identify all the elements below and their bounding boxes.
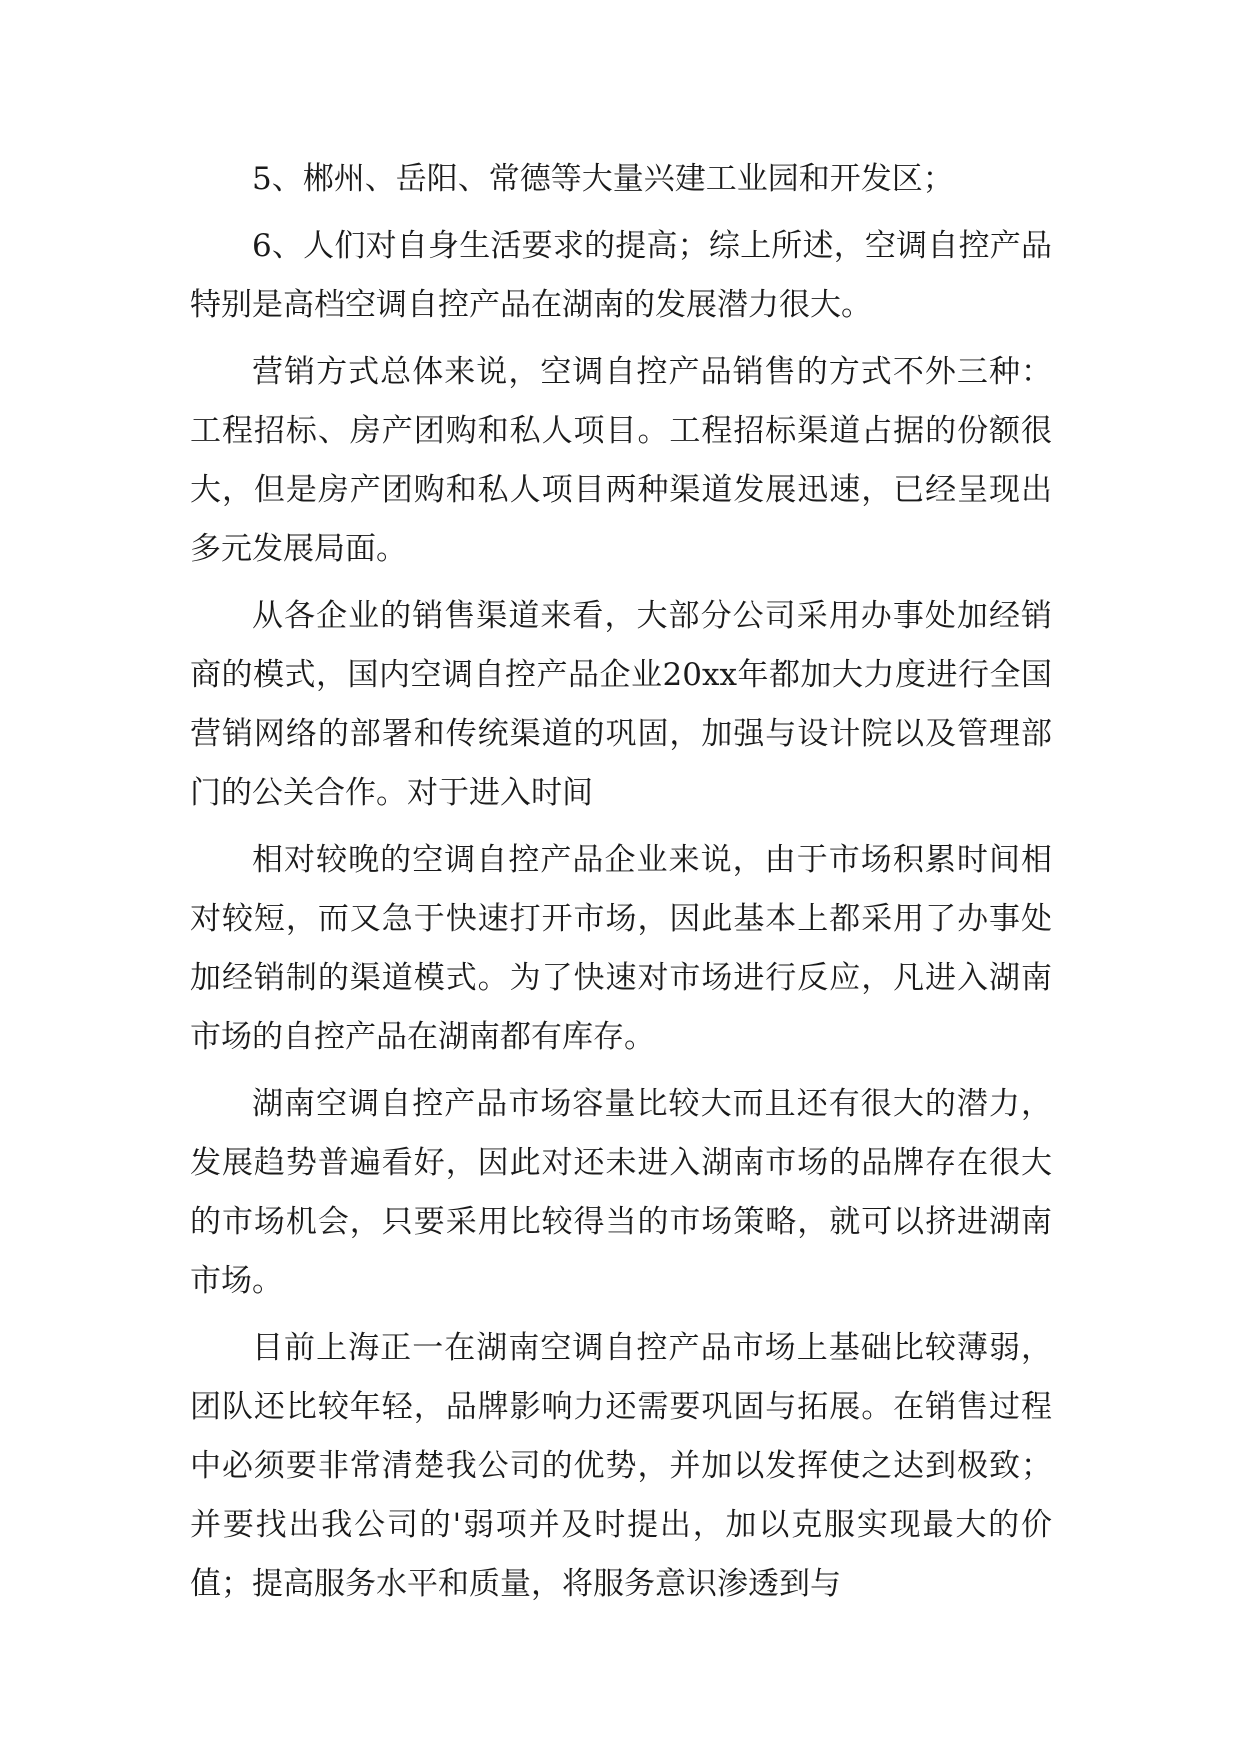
paragraph: 目前上海正一在湖南空调自控产品市场上基础比较薄弱，团队还比较年轻，品牌影响力还需要巩固与拓展。在销售过程中必须要非常清楚我公司的优势，并加以发挥使之达到极致；并要找出我公司的'弱项并及时提出，加以克服实现最大的价值；提高服务水平和质量，将服务意识渗透到与 bbox=[190, 1330, 1052, 1602]
document-body bbox=[190, 150, 1052, 1614]
paragraph: 从各企业的销售渠道来看，大部分公司采用办事处加经销商的模式，国内空调自控产品企业20xx年都加大力度进行全国营销网络的部署和传统渠道的巩固，加强与设计院以及管理部门的公关合作。对于进入时间 bbox=[190, 598, 1052, 811]
paragraph: 5、郴州、岳阳、常德等大量兴建工业园和开发区； bbox=[252, 161, 954, 197]
paragraph: 6、人们对自身生活要求的提高；综上所述，空调自控产品特别是高档空调自控产品在湖南的发展潜力很大。 bbox=[190, 228, 1052, 323]
paragraph: 湖南空调自控产品市场容量比较大而且还有很大的潜力，发展趋势普遍看好，因此对还未进入湖南市场的品牌存在很大的市场机会，只要采用比较得当的市场策略，就可以挤进湖南市场。 bbox=[190, 1086, 1052, 1299]
paragraph: 营销方式总体来说，空调自控产品销售的方式不外三种：工程招标、房产团购和私人项目。工程招标渠道占据的份额很大，但是房产团购和私人项目两种渠道发展迅速，已经呈现出多元发展局面。 bbox=[190, 354, 1052, 567]
paragraph: 相对较晚的空调自控产品企业来说，由于市场积累时间相对较短，而又急于快速打开市场，因此基本上都采用了办事处加经销制的渠道模式。为了快速对市场进行反应，凡进入湖南市场的自控产品在湖南都有库存。 bbox=[190, 842, 1052, 1055]
